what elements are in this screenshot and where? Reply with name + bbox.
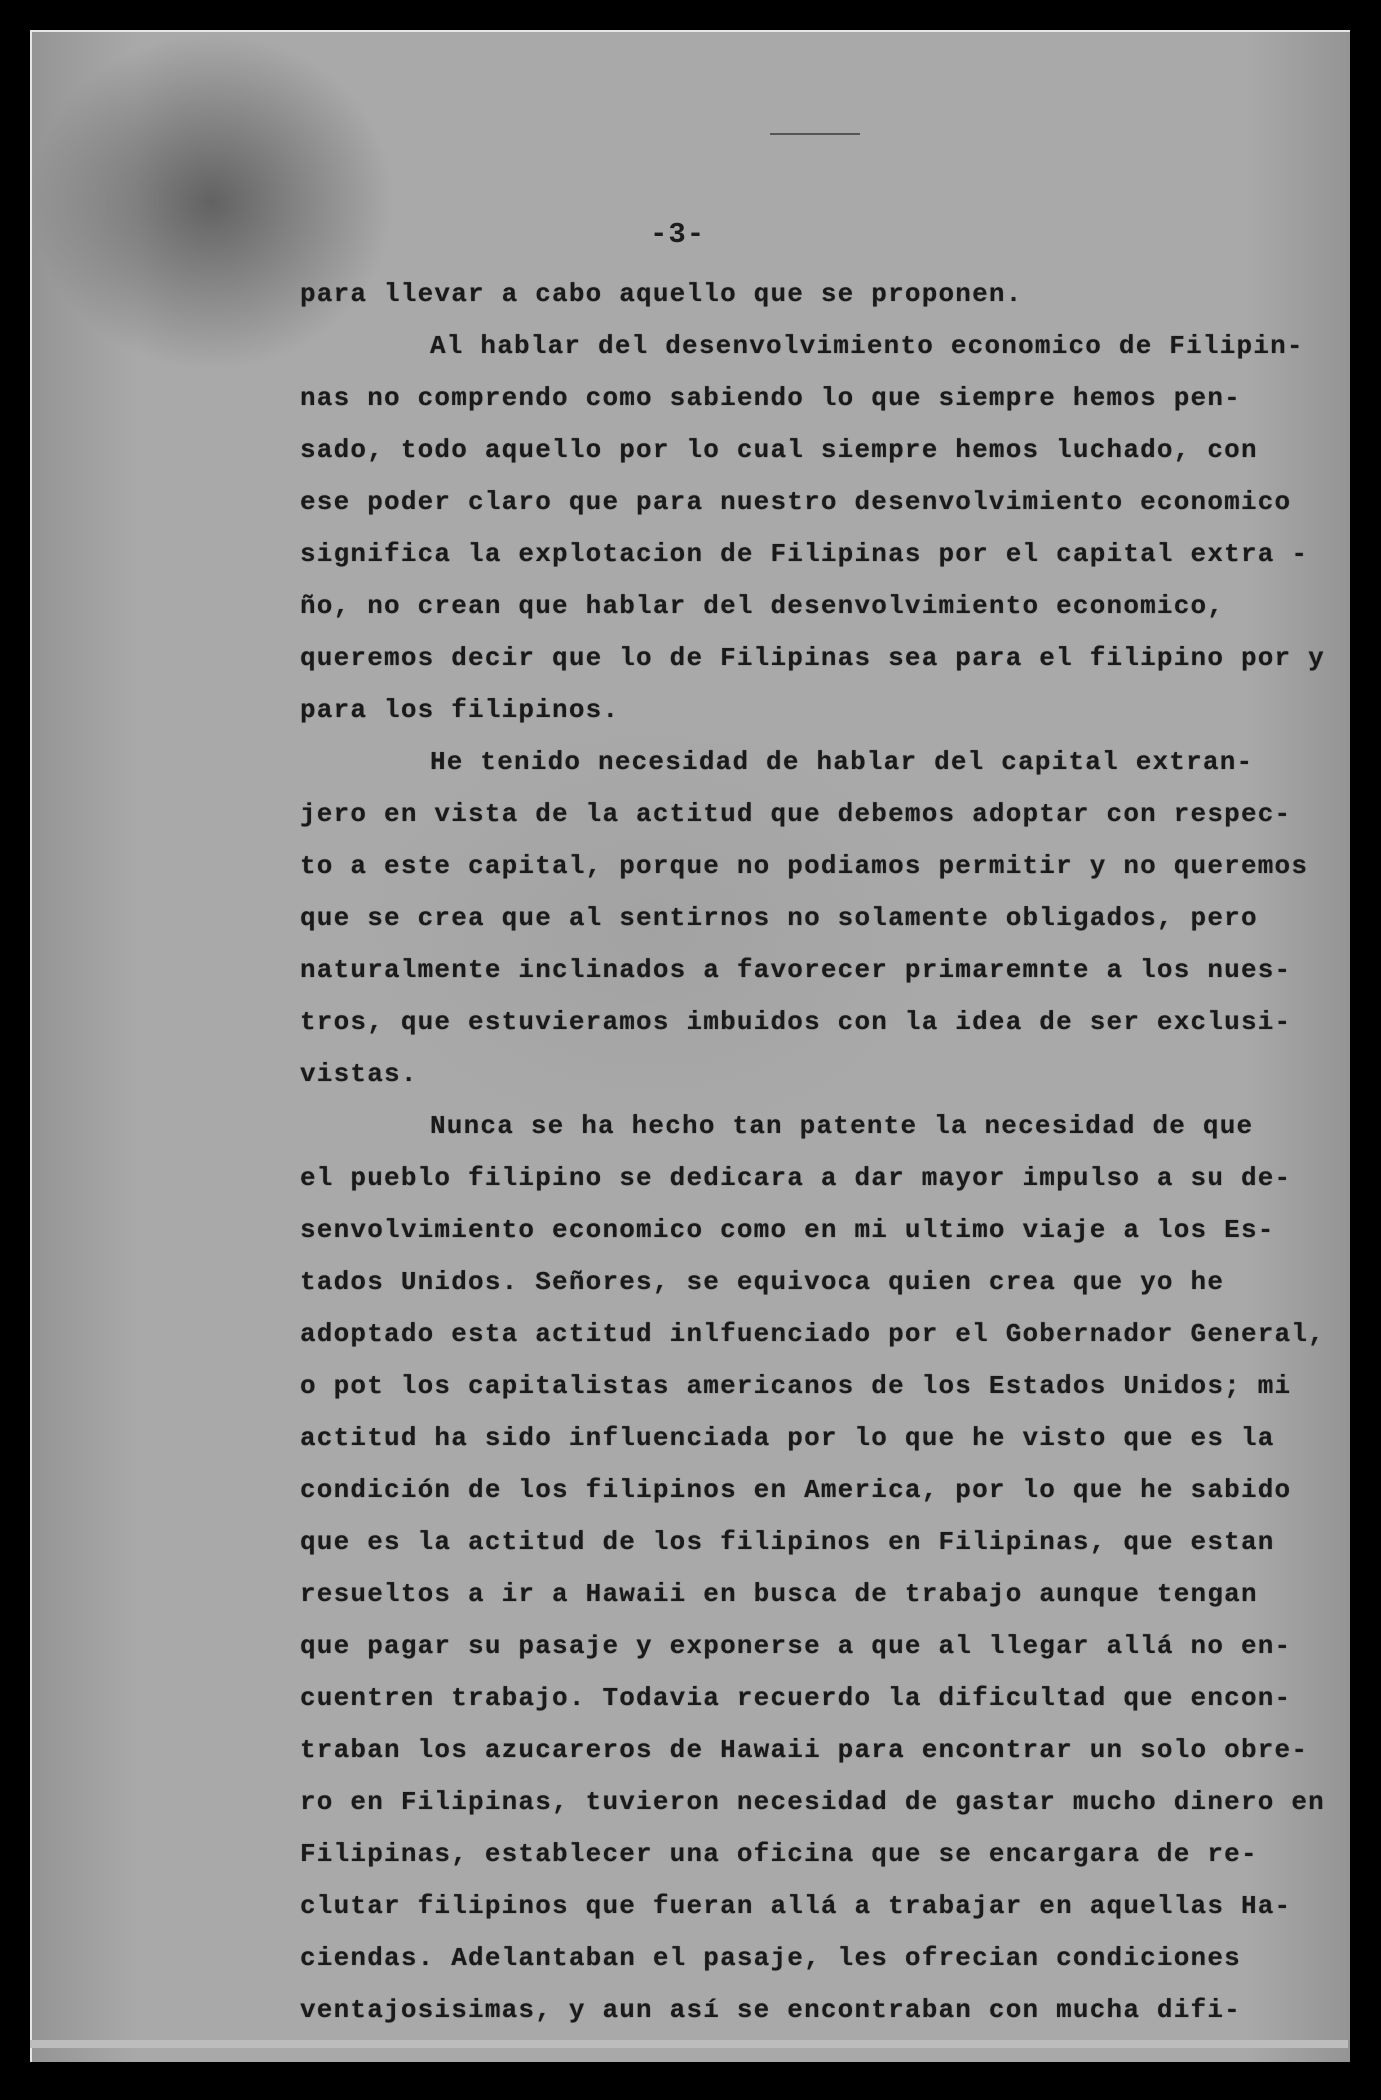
text-line: clutar filipinos que fueran allá a trabajar en aquellas Ha- xyxy=(300,1891,1292,1921)
text-line: tados Unidos. Señores, se equivoca quien crea que yo he xyxy=(300,1267,1225,1297)
text-line: que es la actitud de los filipinos en Filipinas, que estan xyxy=(300,1527,1275,1557)
text-line: Filipinas, establecer una oficina que se encargara de re- xyxy=(300,1839,1258,1869)
text-line: significa la explotacion de Filipinas por el capital extra - xyxy=(300,539,1309,569)
text-line: vistas. xyxy=(300,1059,418,1089)
text-line: traban los azucareros de Hawaii para encontrar un solo obre- xyxy=(300,1735,1309,1765)
page-edge-shadow xyxy=(30,2040,1348,2048)
document-body xyxy=(300,268,1325,2036)
text-line: ese poder claro que para nuestro desenvolvimiento economico xyxy=(300,487,1292,517)
text-line: que se crea que al sentirnos no solamente obligados, pero xyxy=(300,903,1258,933)
text-line: ro en Filipinas, tuvieron necesidad de gastar mucho dinero en xyxy=(300,1787,1325,1817)
top-rule xyxy=(770,133,860,135)
text-line: queremos decir que lo de Filipinas sea para el filipino por y xyxy=(300,643,1325,673)
text-line: ño, no crean que hablar del desenvolvimiento economico, xyxy=(300,591,1225,621)
text-line: adoptado esta actitud inlfuenciado por el Gobernador General, xyxy=(300,1319,1325,1349)
text-line: tros, que estuvieramos imbuidos con la idea de ser exclusi- xyxy=(300,1007,1292,1037)
paragraph-first-line: He tenido necesidad de hablar del capital extran- xyxy=(430,747,1254,777)
text-line: jero en vista de la actitud que debemos adoptar con respec- xyxy=(300,799,1292,829)
text-line: para los filipinos. xyxy=(300,695,620,725)
text-line: que pagar su pasaje y exponerse a que al llegar allá no en- xyxy=(300,1631,1292,1661)
paragraph-first-line: Al hablar del desenvolvimiento economico de Filipin- xyxy=(430,331,1304,361)
text-line: ciendas. Adelantaban el pasaje, les ofrecian condiciones xyxy=(300,1943,1241,1973)
text-line: nas no comprendo como sabiendo lo que siempre hemos pen- xyxy=(300,383,1241,413)
text-line: senvolvimiento economico como en mi ultimo viaje a los Es- xyxy=(300,1215,1275,1245)
text-line: para llevar a cabo aquello que se proponen. xyxy=(300,279,1023,309)
text-line: el pueblo filipino se dedicara a dar mayor impulso a su de- xyxy=(300,1163,1292,1193)
text-line: ventajosisimas, y aun así se encontraban con mucha difi- xyxy=(300,1995,1241,2025)
text-line: to a este capital, porque no podiamos permitir y no queremos xyxy=(300,851,1309,881)
text-line: o pot los capitalistas americanos de los Estados Unidos; mi xyxy=(300,1371,1292,1401)
text-line: actitud ha sido influenciada por lo que he visto que es la xyxy=(300,1423,1275,1453)
text-line: naturalmente inclinados a favorecer primaremnte a los nues- xyxy=(300,955,1292,985)
paragraph-first-line: Nunca se ha hecho tan patente la necesidad de que xyxy=(430,1111,1254,1141)
page-number: -3- xyxy=(650,218,706,251)
text-line: resueltos a ir a Hawaii en busca de trabajo aunque tengan xyxy=(300,1579,1258,1609)
text-line: sado, todo aquello por lo cual siempre hemos luchado, con xyxy=(300,435,1258,465)
text-line: cuentren trabajo. Todavia recuerdo la dificultad que encon- xyxy=(300,1683,1292,1713)
text-line: condición de los filipinos en America, por lo que he sabido xyxy=(300,1475,1292,1505)
